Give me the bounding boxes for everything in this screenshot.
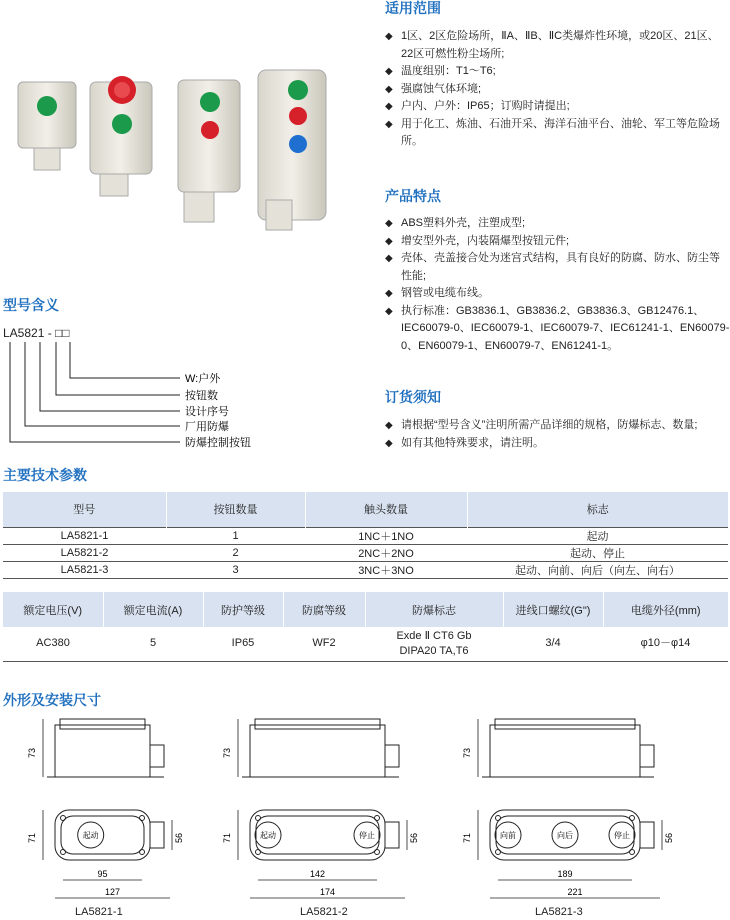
front-view-gland bbox=[385, 822, 399, 848]
features-list bbox=[385, 215, 730, 355]
features-item: ◆ 壳体、壳盖接合处为迷宫式结构，具有良好的防腐、防水、防尘等性能; bbox=[385, 250, 730, 285]
table-cell: 5 bbox=[103, 627, 203, 661]
table-cell: 起动 bbox=[467, 527, 728, 544]
front-view-body bbox=[55, 810, 150, 860]
inner-width-dim-label: 189 bbox=[557, 869, 573, 879]
button-label: 向前 bbox=[500, 831, 516, 840]
side-right-dim-label: 56 bbox=[409, 832, 419, 844]
side-right-dim-label: 56 bbox=[664, 832, 674, 844]
spec2-header-current: 额定电流(A) bbox=[103, 592, 203, 627]
table-cell: WF2 bbox=[283, 627, 365, 661]
outer-width-dim-label: 221 bbox=[567, 887, 583, 897]
button-label: 停止 bbox=[614, 831, 630, 840]
side-view-gland bbox=[150, 745, 164, 767]
spec2-header-thread: 进线口螺纹(G") bbox=[503, 592, 603, 627]
features-title: 产品特点 bbox=[385, 188, 441, 204]
front-view-gland bbox=[150, 822, 164, 848]
table-cell: IP65 bbox=[203, 627, 283, 661]
screw-hole bbox=[256, 816, 261, 821]
table-row bbox=[3, 544, 728, 561]
button-label: 起动 bbox=[260, 831, 276, 840]
side-left-dim-label: 71 bbox=[27, 832, 37, 844]
table-cell: 3NC＋3NO bbox=[305, 561, 467, 578]
front-view-panel bbox=[61, 816, 144, 854]
table-cell: 2 bbox=[166, 544, 305, 561]
table-cell: 3 bbox=[166, 561, 305, 578]
spec1-header-buttons: 按钮数量 bbox=[166, 492, 305, 527]
screw-hole bbox=[496, 850, 501, 855]
features-item: ◆ 钢管或电缆布线。 bbox=[385, 285, 730, 303]
features-item: ◆ ABS塑料外壳，注塑成型; bbox=[385, 215, 730, 233]
screw-hole bbox=[630, 816, 635, 821]
spec2-header-protection: 防护等级 bbox=[203, 592, 283, 627]
table-cell: 1NC＋1NO bbox=[305, 527, 467, 544]
screw-hole bbox=[61, 816, 66, 821]
screw-hole bbox=[375, 816, 380, 821]
side-left-dim-label: 71 bbox=[222, 832, 232, 844]
spec-table-2 bbox=[3, 592, 728, 662]
screw-hole bbox=[140, 816, 145, 821]
model-meaning-diagram bbox=[0, 338, 260, 448]
inner-width-dim-label: 95 bbox=[97, 869, 108, 879]
ordering-list bbox=[385, 417, 730, 452]
side-view-body bbox=[55, 725, 150, 777]
screw-hole bbox=[61, 850, 66, 855]
features-item: ◆ 执行标准：GB3836.1、GB3836.2、GB3836.3、GB12476.1、IEC60079-0、IEC60079-1、IEC60079-7、IEC61241-1、EN60079-0、EN60079-1、EN60079-7、EN61241-1。 bbox=[385, 303, 730, 356]
model-label-0: W:户外 bbox=[185, 373, 221, 385]
spec1-header-contacts: 触头数量 bbox=[305, 492, 467, 527]
spec2-header-cable: 电缆外径(mm) bbox=[603, 592, 728, 627]
exmark-line-1: Exde Ⅱ CT6 Gb bbox=[396, 629, 472, 642]
side-view-lid bbox=[255, 719, 380, 729]
table-row bbox=[3, 561, 728, 578]
table-row bbox=[3, 527, 728, 544]
table-cell: 3/4 bbox=[503, 627, 603, 661]
side-view-lid bbox=[495, 719, 635, 729]
screw-hole bbox=[140, 850, 145, 855]
screw-hole bbox=[256, 850, 261, 855]
exmark-line-2: DIPA20 TA,T6 bbox=[399, 644, 469, 657]
table-cell: LA5821-1 bbox=[3, 527, 166, 544]
scope-item: ◆ 强腐蚀气体环境; bbox=[385, 81, 730, 99]
side-view-body bbox=[250, 725, 385, 777]
dim-caption-1: LA5821-1 bbox=[75, 906, 123, 918]
inner-width-dim-label: 142 bbox=[309, 869, 326, 879]
table-cell: 起动、向前、向后（向左、向右） bbox=[467, 561, 728, 578]
outer-width-dim-label: 127 bbox=[104, 887, 121, 897]
table-cell: 起动、停止 bbox=[467, 544, 728, 561]
height-dim-label: 73 bbox=[462, 747, 472, 759]
product-box-2 bbox=[90, 76, 152, 196]
spec2-header-anticorrosion: 防腐等级 bbox=[283, 592, 365, 627]
model-label-3: 厂用防爆 bbox=[185, 421, 229, 433]
model-label-2: 设计序号 bbox=[185, 406, 229, 418]
side-view-gland bbox=[385, 745, 399, 767]
product-box-4 bbox=[258, 70, 326, 230]
model-label-4: 防爆控制按钮 bbox=[185, 437, 251, 448]
front-view-gland bbox=[640, 822, 654, 848]
spec1-header-marks: 标志 bbox=[467, 492, 728, 527]
button-label: 停止 bbox=[359, 831, 375, 840]
table-cell: LA5821-3 bbox=[3, 561, 166, 578]
spec2-header-exmark: 防爆标志 bbox=[365, 592, 503, 627]
screw-hole bbox=[375, 850, 380, 855]
height-dim-label: 73 bbox=[27, 747, 37, 759]
ordering-item: ◆ 请根据“型号含义”注明所需产品详细的规格，防爆标志、数量; bbox=[385, 417, 730, 435]
spec1-header-model: 型号 bbox=[3, 492, 166, 527]
spec2-header-voltage: 额定电压(V) bbox=[3, 592, 103, 627]
scope-item: ◆ 温度组别：T1～T6; bbox=[385, 63, 730, 81]
button-label: 向后 bbox=[557, 831, 573, 840]
ordering-item: ◆ 如有其他特殊要求，请注明。 bbox=[385, 435, 730, 453]
features-item: ◆ 增安型外壳，内装隔爆型按钮元件; bbox=[385, 233, 730, 251]
scope-item: ◆ 1区、2区危险场所，ⅡA、ⅡB、ⅡC类爆炸性环境，或20区、21区、22区可燃性粉尘场所; bbox=[385, 28, 730, 63]
outer-width-dim-label: 174 bbox=[319, 887, 336, 897]
table-cell: 2NC＋2NO bbox=[305, 544, 467, 561]
side-view-lid bbox=[60, 719, 145, 729]
button-label: 起动 bbox=[82, 831, 99, 840]
table-cell: φ10－φ14 bbox=[603, 627, 728, 661]
product-box-3 bbox=[178, 80, 240, 222]
spec-table-1 bbox=[3, 492, 728, 579]
product-box-1 bbox=[18, 82, 76, 170]
dim-caption-2: LA5821-2 bbox=[300, 906, 348, 918]
scope-item: ◆ 用于化工、炼油、石油开采、海洋石油平台、油轮、军工等危险场所。 bbox=[385, 116, 730, 151]
table-row bbox=[3, 627, 728, 661]
specs-title: 主要技术参数 bbox=[3, 467, 87, 483]
screw-hole bbox=[630, 850, 635, 855]
table-cell: AC380 bbox=[3, 627, 103, 661]
height-dim-label: 73 bbox=[222, 747, 232, 759]
table-cell: LA5821-2 bbox=[3, 544, 166, 561]
table-cell bbox=[365, 627, 503, 661]
side-left-dim-label: 71 bbox=[462, 832, 472, 844]
ordering-title: 订货须知 bbox=[385, 389, 441, 405]
model-meaning-title: 型号含义 bbox=[3, 297, 59, 313]
scope-list bbox=[385, 28, 730, 151]
table-cell: 1 bbox=[166, 527, 305, 544]
dim-caption-3: LA5821-3 bbox=[535, 906, 583, 918]
model-label-1: 按钮数 bbox=[185, 390, 218, 402]
scope-title: 适用范围 bbox=[385, 0, 441, 16]
side-view-gland bbox=[640, 745, 654, 767]
side-view-body bbox=[490, 725, 640, 777]
dimensions-title: 外形及安装尺寸 bbox=[3, 692, 101, 708]
scope-item: ◆ 户内、户外：IP65；订购时请提出; bbox=[385, 98, 730, 116]
model-code: LA5821 - □□ bbox=[3, 326, 70, 340]
screw-hole bbox=[496, 816, 501, 821]
product-photo bbox=[10, 60, 350, 235]
side-right-dim-label: 56 bbox=[174, 832, 184, 844]
dimension-drawings bbox=[0, 705, 730, 920]
